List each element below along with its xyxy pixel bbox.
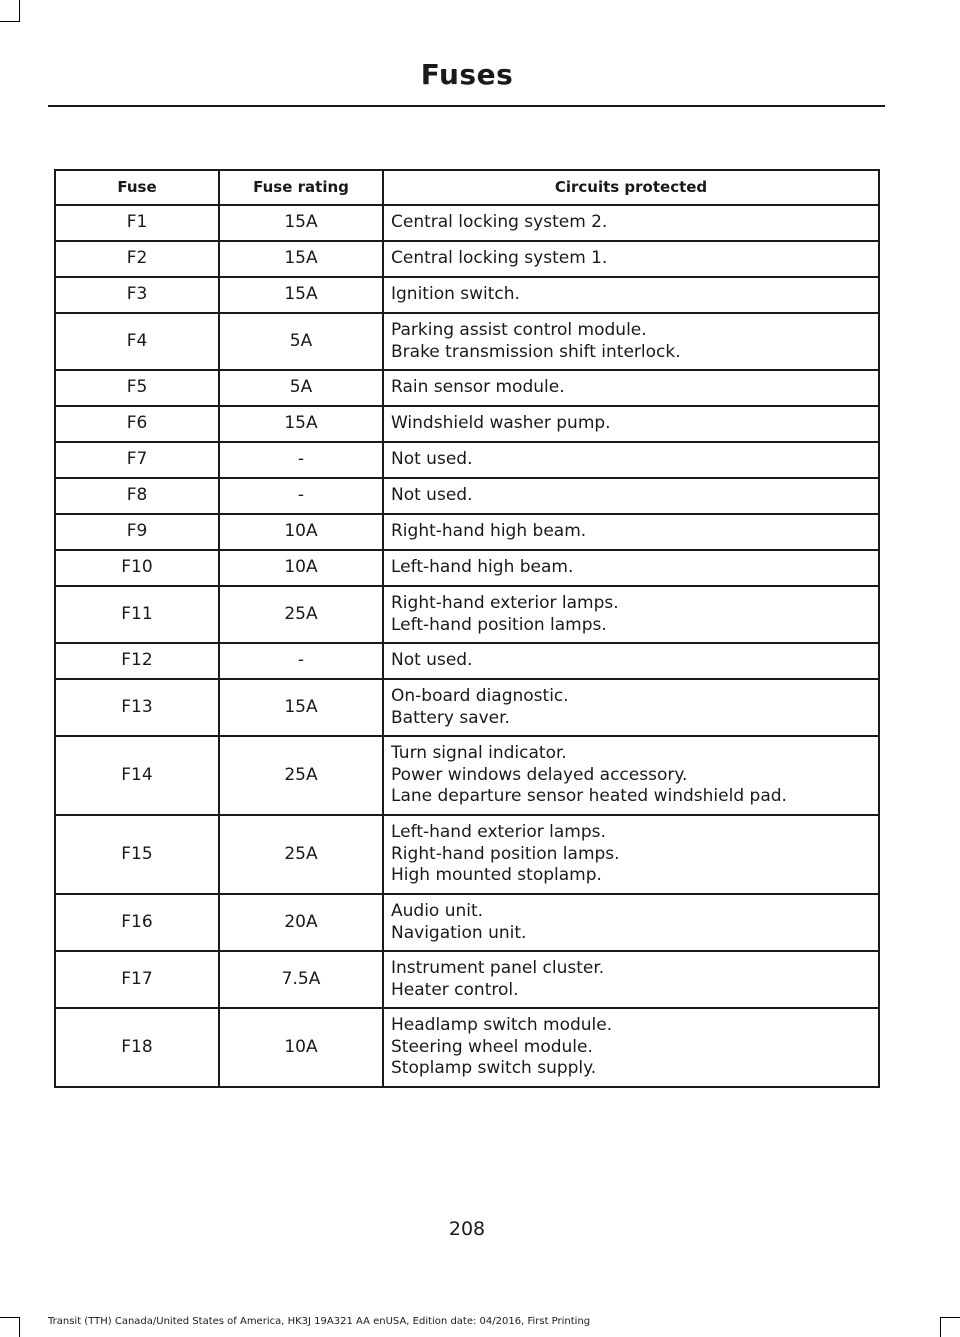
footer-text: Transit (TTH) Canada/United States of America, HK3J 19A321 AA enUSA, Edition date: 04/2016, First Printing — [48, 1316, 591, 1327]
fuse-id-cell: F14 — [55, 736, 219, 815]
table-row — [55, 370, 879, 406]
column-header-fuse: Fuse — [55, 170, 219, 205]
table-row — [55, 643, 879, 679]
table-row — [55, 815, 879, 894]
table-row — [55, 1008, 879, 1087]
circuit-line: Not used. — [391, 449, 473, 470]
header-divider — [48, 105, 885, 107]
column-header-fuse-rating: Fuse rating — [219, 170, 383, 205]
fuse-rating-cell: 15A — [219, 277, 383, 313]
fuse-rating-cell: 10A — [219, 550, 383, 586]
circuit-line: Parking assist control module. — [391, 320, 647, 340]
circuit-line: Central locking system 2. — [391, 212, 608, 233]
circuit-line: Instrument panel cluster. — [391, 958, 605, 978]
table-row — [55, 514, 879, 550]
table-row — [55, 586, 879, 643]
fuse-rating-cell: 10A — [219, 514, 383, 550]
crop-mark — [0, 21, 20, 22]
fuse-table-body — [55, 205, 879, 1087]
circuits-protected-cell — [383, 1008, 879, 1087]
circuits-protected-cell — [383, 277, 879, 313]
table-row — [55, 406, 879, 442]
fuse-rating-cell: 15A — [219, 205, 383, 241]
circuit-line: Stoplamp switch supply. — [391, 1058, 597, 1079]
fuse-id-cell: F1 — [55, 205, 219, 241]
circuits-protected-cell — [383, 205, 879, 241]
table-row — [55, 550, 879, 586]
fuse-id-cell: F3 — [55, 277, 219, 313]
circuit-line: Central locking system 1. — [391, 248, 608, 269]
fuse-rating-cell: 25A — [219, 736, 383, 815]
fuse-id-cell: F2 — [55, 241, 219, 277]
circuit-line: Headlamp switch module. — [391, 1015, 613, 1036]
circuits-protected-cell — [383, 586, 879, 643]
circuit-line: Heater control. — [391, 979, 519, 1000]
crop-mark — [940, 1317, 941, 1337]
circuit-line: Right-hand high beam. — [391, 521, 587, 542]
circuit-line: Not used. — [391, 650, 473, 671]
fuse-rating-cell: 15A — [219, 241, 383, 277]
circuit-line: Steering wheel module. — [391, 1036, 593, 1057]
circuits-protected-cell — [383, 815, 879, 894]
crop-mark — [0, 1317, 20, 1318]
circuit-line: On-board diagnostic. — [391, 686, 569, 706]
fuse-id-cell: F12 — [55, 643, 219, 679]
circuits-protected-cell — [383, 679, 879, 736]
circuits-protected-cell — [383, 951, 879, 1008]
circuit-line: Left-hand exterior lamps. — [391, 822, 606, 843]
circuit-line: Turn signal indicator. — [391, 743, 567, 764]
fuse-rating-cell: - — [219, 643, 383, 679]
circuit-line: Ignition switch. — [391, 284, 520, 305]
circuits-protected-cell — [383, 514, 879, 550]
fuse-id-cell: F15 — [55, 815, 219, 894]
table-row — [55, 205, 879, 241]
page-number: 208 — [448, 1218, 486, 1240]
fuse-id-cell: F10 — [55, 550, 219, 586]
table-row — [55, 277, 879, 313]
circuits-protected-cell — [383, 241, 879, 277]
table-row — [55, 442, 879, 478]
fuse-rating-cell: 5A — [219, 370, 383, 406]
table-row — [55, 241, 879, 277]
circuits-protected-cell — [383, 736, 879, 815]
crop-mark — [19, 0, 20, 22]
crop-mark — [19, 1317, 20, 1337]
circuits-protected-cell — [383, 643, 879, 679]
table-row — [55, 894, 879, 951]
circuit-line: Navigation unit. — [391, 922, 527, 943]
circuits-protected-cell — [383, 550, 879, 586]
fuse-id-cell: F17 — [55, 951, 219, 1008]
fuse-id-cell: F13 — [55, 679, 219, 736]
crop-mark — [940, 1317, 960, 1318]
table-row — [55, 679, 879, 736]
circuits-protected-cell — [383, 894, 879, 951]
circuits-protected-cell — [383, 442, 879, 478]
circuit-line: Left-hand high beam. — [391, 557, 574, 578]
circuit-line: High mounted stoplamp. — [391, 865, 602, 886]
circuit-line: Power windows delayed accessory. — [391, 764, 688, 785]
fuse-id-cell: F4 — [55, 313, 219, 370]
circuit-line: Lane departure sensor heated windshield pad. — [391, 786, 787, 807]
fuse-id-cell: F18 — [55, 1008, 219, 1087]
page-title: Fuses — [420, 58, 514, 91]
column-header-circuits-protected: Circuits protected — [383, 170, 879, 205]
fuse-id-cell: F6 — [55, 406, 219, 442]
circuits-protected-cell — [383, 313, 879, 370]
circuit-line: Rain sensor module. — [391, 377, 565, 398]
fuse-id-cell: F8 — [55, 478, 219, 514]
circuit-line: Windshield washer pump. — [391, 413, 611, 434]
fuse-rating-cell: 5A — [219, 313, 383, 370]
circuits-protected-cell — [383, 370, 879, 406]
circuit-line: Right-hand exterior lamps. — [391, 593, 619, 613]
fuse-id-cell: F11 — [55, 586, 219, 643]
circuits-protected-cell — [383, 406, 879, 442]
fuse-id-cell: F9 — [55, 514, 219, 550]
fuse-rating-cell: 20A — [219, 894, 383, 951]
fuse-id-cell: F7 — [55, 442, 219, 478]
fuse-rating-cell: 25A — [219, 586, 383, 643]
fuse-rating-cell: 10A — [219, 1008, 383, 1087]
circuits-protected-cell — [383, 478, 879, 514]
circuit-line: Brake transmission shift interlock. — [391, 341, 681, 362]
fuse-rating-cell: - — [219, 442, 383, 478]
fuse-rating-cell: 25A — [219, 815, 383, 894]
circuit-line: Audio unit. — [391, 901, 484, 921]
circuit-line: Right-hand position lamps. — [391, 843, 620, 864]
table-row — [55, 736, 879, 815]
circuit-line: Battery saver. — [391, 707, 510, 728]
fuse-rating-cell: - — [219, 478, 383, 514]
fuse-rating-cell: 15A — [219, 679, 383, 736]
fuse-id-cell: F16 — [55, 894, 219, 951]
circuit-line: Left-hand position lamps. — [391, 614, 607, 635]
fuse-id-cell: F5 — [55, 370, 219, 406]
table-row — [55, 478, 879, 514]
table-row — [55, 313, 879, 370]
circuit-line: Not used. — [391, 485, 473, 506]
table-row — [55, 951, 879, 1008]
table-header-row — [55, 170, 879, 205]
fuse-rating-cell: 15A — [219, 406, 383, 442]
fuse-rating-cell: 7.5A — [219, 951, 383, 1008]
fuse-table — [54, 169, 880, 1088]
